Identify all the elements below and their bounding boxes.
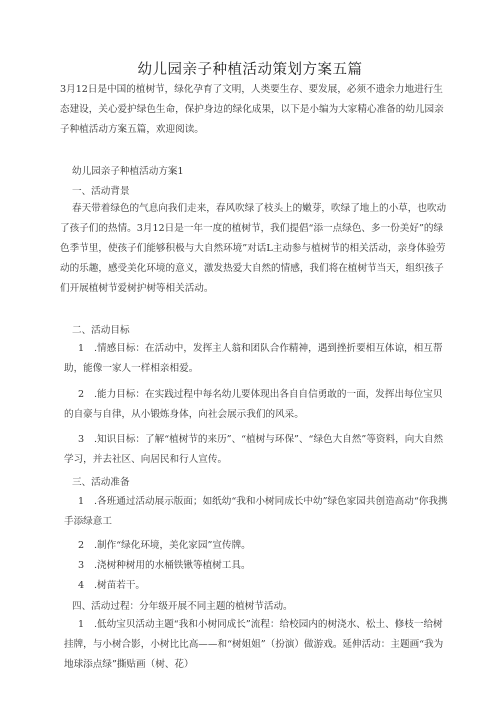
plan-heading: 幼儿园亲子种植活动方案1: [72, 166, 184, 177]
background-paragraph: 春天带着绿色的气息向我们走来，春风吹绿了枝头上的嫩芽，吹绿了地上的小草，也吹动了孩子们的热情。3月12日是一年一度的植树节，我们提倡“添一点绿色、多一份美好”的绿色季节里，使孩子们能够积极与大自然环境”对话L主动参与植树节的相关活动，亲身体验劳动的乐趣，感受美化环境的意义，激发热爱大自然的情感，我们将在植树节当天，组织孩子们开展植树节爱树护树等相关活动。: [60, 203, 447, 294]
section-heading-process: 四、活动过程：分年级开展不同主题的植树节活动。: [72, 601, 293, 612]
goal-text: .知识目标：了解“植树节的来历”、“植树与环保”、“绿色大自然”等资料，向大自然学习，并去社区、向居民和行人宣传。: [64, 434, 444, 465]
prep-number: 1: [78, 496, 85, 507]
goal-number: 2: [78, 389, 85, 400]
section-heading-background: 一、活动背景: [72, 186, 130, 197]
process-item: [64, 615, 450, 675]
goal-number: 3: [78, 434, 85, 445]
prep-item: [64, 536, 450, 556]
prep-item: [64, 492, 450, 532]
prep-text: .浇树种树用的水桶铁锹等植树工具。: [94, 560, 251, 571]
section-heading-prep: 三、活动准备: [72, 477, 130, 488]
process-text: .低幼宝贝活动主题“我和小树同成长”流程：给校园内的树浇水、松土、修枝一给树挂牌，与小树合影，小树比比高——和“树姐姐”（扮演）做游戏。延伸活动：主题画“我为地球添点绿”撕贴画（树、花）: [64, 619, 444, 670]
prep-text: .各班通过活动展示版面；如纸幼“我和小树同成长中幼”绿色家园共创造高动“你我携手添绿意工: [64, 496, 448, 527]
prep-number: 2: [78, 540, 85, 551]
intro-paragraph: 3月12日是中国的植树节，绿化孕育了文明，人类要生存、要发展，必须不遗余力地进行生态建设，关心爱护绿色生命，保护身边的绿化成果，以下是小编为大家精心准备的幼儿园亲子种植活动方案五篇，欢迎阅读。: [60, 84, 444, 135]
section-heading-goals: 二、活动目标: [72, 325, 130, 336]
goal-number: 1: [78, 343, 85, 354]
goal-text: .能力目标：在实践过程中每名幼儿要体现出各自自信勇敢的一面，发挥出每位宝贝的自豪与自律，从小锻炼身体，向社会展示我们的风采。: [64, 389, 443, 420]
prep-number: 4: [78, 580, 85, 591]
prep-item: [64, 576, 450, 596]
process-number: 1: [78, 619, 85, 630]
goal-item: [64, 385, 450, 425]
prep-text: .制作“绿化环境，美化家园”宣传牌。: [94, 540, 251, 551]
prep-number: 3: [78, 560, 85, 571]
prep-item: [64, 556, 450, 576]
goal-item: [64, 339, 450, 379]
prep-text: .树苗若干。: [94, 580, 146, 591]
goal-text: .情感目标：在活动中，发挥主人翁和团队合作精神，遇到挫折要相互体谅，相互帮助，能像一家人一样相亲相爱。: [64, 343, 443, 374]
document-title: 幼儿园亲子种植活动策划方案五篇: [137, 62, 363, 78]
goal-item: [64, 430, 450, 470]
